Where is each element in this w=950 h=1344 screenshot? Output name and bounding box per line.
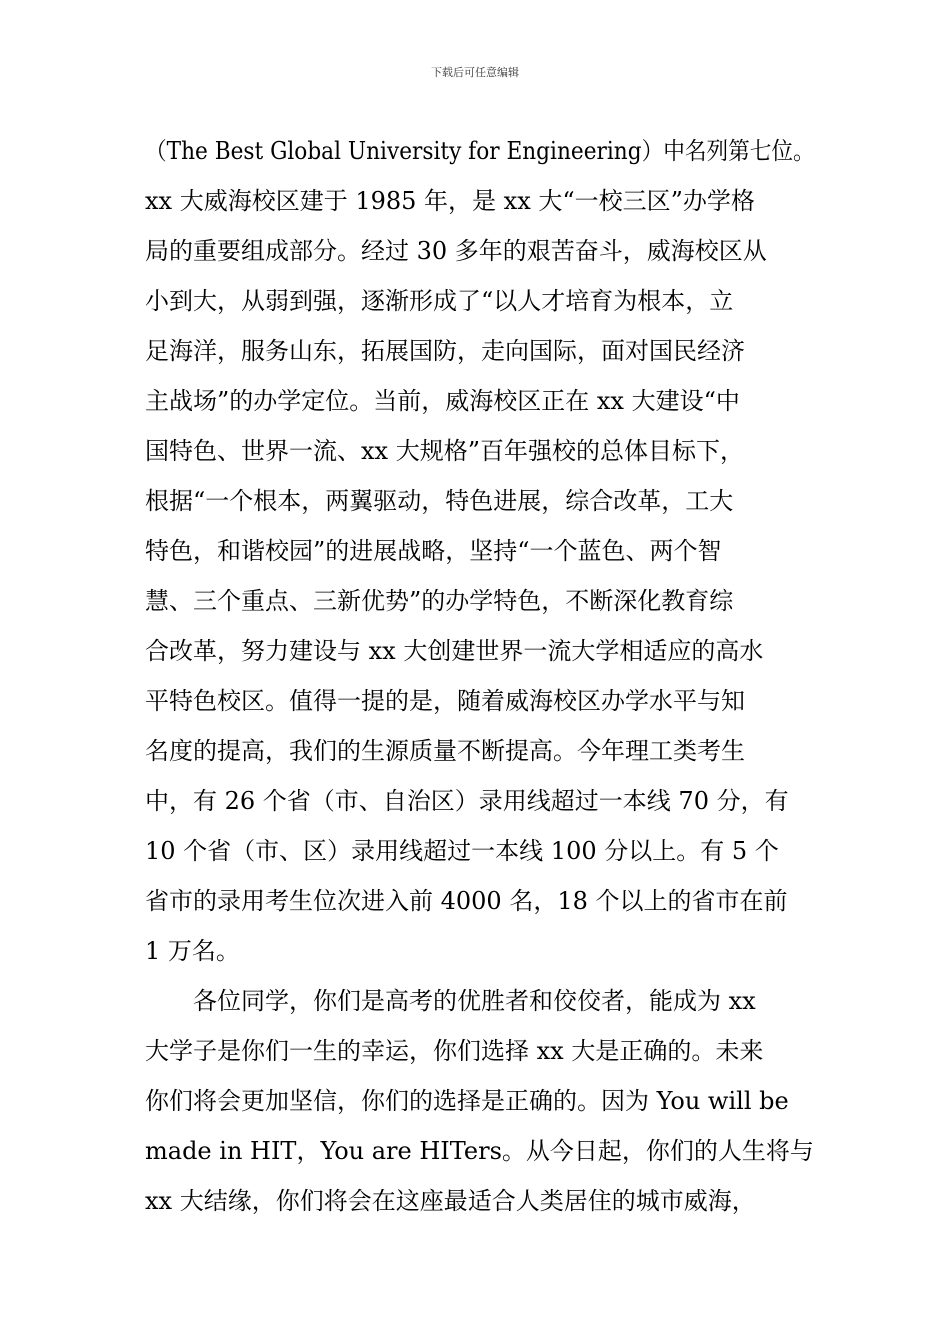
- text-line: 慧、三个重点、三新优势”的办学特色，不断深化教育综: [145, 587, 734, 615]
- text-line: 主战场”的办学定位。当前，威海校区正在 xx 大建设“中: [145, 387, 740, 415]
- text-line: 平特色校区。值得一提的是，随着威海校区办学水平与知: [145, 687, 745, 715]
- text-line: xx 大结缘，你们将会在这座最适合人类居住的城市威海，: [145, 1187, 756, 1215]
- text-line: 1 万名。: [145, 937, 240, 965]
- text-line: 你们将会更加坚信，你们的选择是正确的。因为 You will be: [145, 1087, 789, 1115]
- text-line: 局的重要组成部分。经过 30 多年的艰苦奋斗，威海校区从: [145, 237, 767, 265]
- text-line: 各位同学，你们是高考的优胜者和佼佼者，能成为 xx: [145, 987, 756, 1015]
- text-line: 大学子是你们一生的幸运，你们选择 xx 大是正确的。未来: [145, 1037, 764, 1065]
- text-line: 合改革，努力建设与 xx 大创建世界一流大学相适应的高水: [145, 637, 764, 665]
- text-line: 足海洋，服务山东，拓展国防，走向国际，面对国民经济: [145, 337, 745, 365]
- text-line: 中，有 26 个省（市、自治区）录用线超过一本线 70 分，有: [145, 787, 789, 815]
- text-line: 名度的提高，我们的生源质量不断提高。今年理工类考生: [145, 737, 745, 765]
- text-line: 省市的录用考生位次进入前 4000 名，18 个以上的省市在前: [145, 887, 788, 915]
- text-line: 10 个省（市、区）录用线超过一本线 100 分以上。有 5 个: [145, 837, 779, 865]
- text-line: （The Best Global University for Engineering）中名列第七位。: [145, 137, 815, 165]
- text-line: 国特色、世界一流、xx 大规格”百年强校的总体目标下，: [145, 437, 744, 465]
- text-line: 特色，和谐校园”的进展战略，坚持“一个蓝色、两个智: [145, 537, 722, 565]
- text-line: 小到大，从弱到强，逐渐形成了“以人才培育为根本，立: [145, 287, 734, 315]
- text-line: 根据“一个根本，两翼驱动，特色进展，综合改革，工大: [145, 487, 734, 515]
- text-line: xx 大威海校区建于 1985 年，是 xx 大“一校三区”办学格: [145, 187, 755, 215]
- page-header: 下载后可任意编辑: [431, 66, 519, 79]
- text-line: made in HIT，You are HITers。从今日起，你们的人生将与: [145, 1137, 814, 1165]
- body-text: [145, 126, 815, 1226]
